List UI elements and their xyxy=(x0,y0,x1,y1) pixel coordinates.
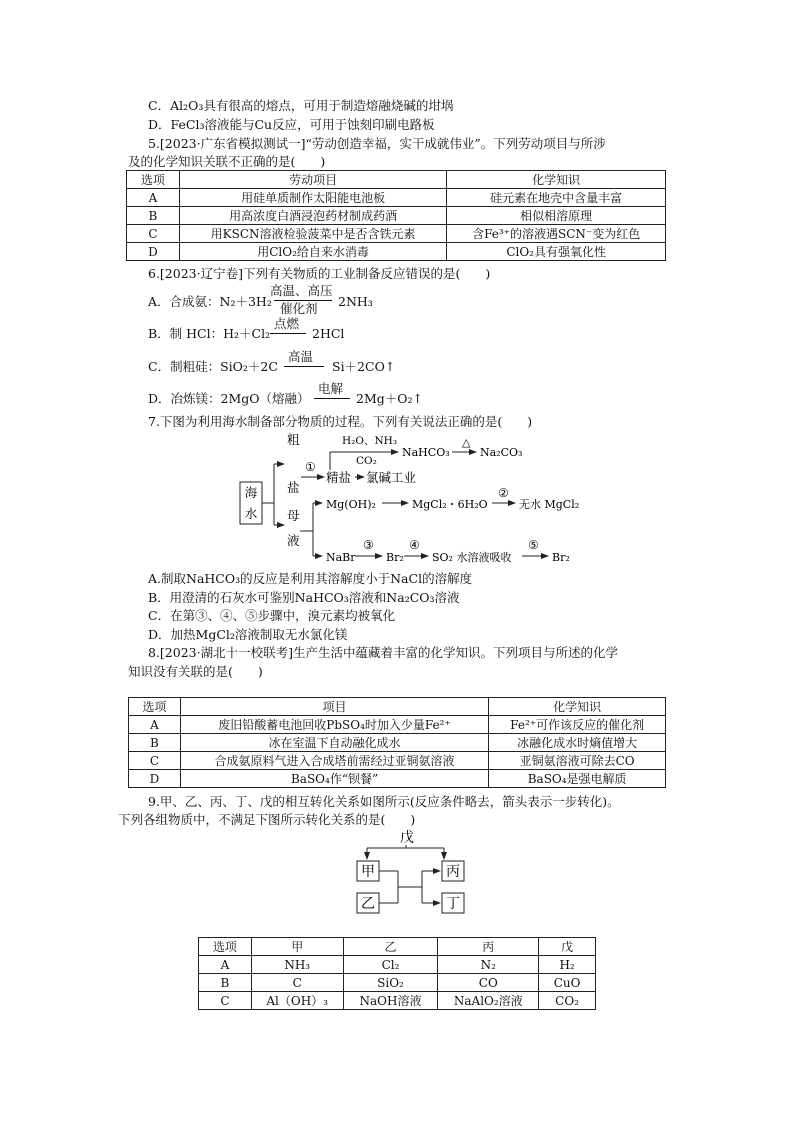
table-question-9 xyxy=(198,937,596,1010)
question-8-stem-cont: 知识没有关联的是( ) xyxy=(128,664,263,679)
table-header-cell: 选项 xyxy=(199,938,252,956)
table-cell: BaSO₄作“钡餐” xyxy=(180,770,488,788)
table-header-cell: 乙 xyxy=(343,938,438,956)
table-cell: C xyxy=(251,974,343,992)
q7-option-a: A.制取NaHCO₃的反应是利用其溶解度小于NaCl的溶解度 xyxy=(148,571,473,586)
question-9-stem-cont: 下列各组物质中，不满足下图所示转化关系的是( ) xyxy=(118,812,416,827)
table-cell: 用高浓度白酒浸泡药材制成药酒 xyxy=(179,207,447,225)
q6-option-a-rhs: 2NH₃ xyxy=(338,294,373,309)
question-6-stem: 6.[2023·辽宁卷]下列有关物质的工业制备反应错误的是( ) xyxy=(148,266,491,281)
jia-label: 甲 xyxy=(361,864,375,880)
q7-option-c: C．在第③、④、⑤步骤中，溴元素均被氧化 xyxy=(148,608,396,623)
question-5-stem-cont: 及的化学知识关联不正确的是( ) xyxy=(128,154,326,169)
table-cell: SiO₂ xyxy=(343,974,438,992)
table-cell: Fe²⁺可作该反应的催化剂 xyxy=(489,716,666,734)
table-cell: 亚铜氨溶液可除去CO xyxy=(489,752,666,770)
step-2-marker: ② xyxy=(498,486,509,500)
q6-option-d-cond-top: 电解 xyxy=(318,381,344,396)
q6-option-c-rhs: Si＋2CO↑ xyxy=(332,359,396,374)
table-cell: NaAlO₂溶液 xyxy=(438,992,539,1010)
br2-a-label: Br₂ xyxy=(386,551,404,564)
crude-salt-char-1: 粗 xyxy=(287,432,300,447)
table-cell: 用硅单质制作太阳能电池板 xyxy=(179,189,447,207)
q6-option-d-lhs: D．冶炼镁：2MgO（熔融） xyxy=(148,391,310,406)
table-header-cell: 化学知识 xyxy=(489,698,666,716)
table-cell: 废旧铅酸蓄电池回收PbSO₄时加入少量Fe²⁺ xyxy=(180,716,488,734)
table-header-cell: 项目 xyxy=(180,698,488,716)
table-header-cell: 劳动项目 xyxy=(179,171,447,189)
seawater-char-2: 水 xyxy=(244,506,258,521)
q7-option-b: B．用澄清的石灰水可鉴别NaHCO₃溶液和Na₂CO₃溶液 xyxy=(148,590,460,605)
q6-option-d-rhs: 2Mg＋O₂↑ xyxy=(356,391,423,406)
crude-salt-char-2: 盐 xyxy=(287,480,300,495)
table-cell: D xyxy=(129,770,181,788)
table-header-cell: 戊 xyxy=(539,938,596,956)
table-cell: 合成氨原料气进入合成塔前需经过亚铜氨溶液 xyxy=(180,752,488,770)
q6-option-a-lhs: A．合成氨：N₂＋3H₂ xyxy=(148,294,272,309)
table-cell: 硅元素在地壳中含量丰富 xyxy=(447,189,666,207)
refined-salt-label: 精盐 xyxy=(326,470,352,485)
table-cell: H₂ xyxy=(539,956,596,974)
so2-absorb-label: SO₂ 水溶液吸收 xyxy=(432,551,512,564)
q7-option-d: D．加热MgCl₂溶液制取无水氯化镁 xyxy=(148,627,348,642)
reagent-top-label: H₂O、NH₃ xyxy=(342,435,398,447)
table-header-cell: 选项 xyxy=(127,171,180,189)
table-header-cell: 丙 xyxy=(438,938,539,956)
anhydrous-mgcl2-label: 无水 MgCl₂ xyxy=(519,498,580,511)
table-cell: BaSO₄是强电解质 xyxy=(489,770,666,788)
table-cell: 冰融化成水时熵值增大 xyxy=(489,734,666,752)
table-cell: 冰在室温下自动融化成水 xyxy=(180,734,488,752)
nabr-label: NaBr xyxy=(326,551,356,564)
ding-label: 丁 xyxy=(446,896,460,912)
table-cell: 相似相溶原理 xyxy=(447,207,666,225)
table-cell: CuO xyxy=(539,974,596,992)
q6-option-b-rhs: 2HCl xyxy=(312,326,345,341)
table-cell: ClO₂具有强氧化性 xyxy=(447,243,666,261)
yi-label: 乙 xyxy=(361,896,375,912)
bing-label: 丙 xyxy=(446,864,460,880)
table-cell: B xyxy=(127,207,180,225)
heat-symbol: △ xyxy=(462,436,471,449)
table-cell: C xyxy=(129,752,181,770)
table-cell: NaOH溶液 xyxy=(343,992,438,1010)
table-cell: B xyxy=(199,974,252,992)
table-cell: D xyxy=(127,243,180,261)
table-header-cell: 甲 xyxy=(251,938,343,956)
question-7-stem: 7.下图为利用海水制备部分物质的过程。下列有关说法正确的是( ) xyxy=(148,414,533,429)
table-header-cell: 选项 xyxy=(129,698,181,716)
table-cell: N₂ xyxy=(438,956,539,974)
wu-label: 戊 xyxy=(400,830,414,846)
table-cell: A xyxy=(199,956,252,974)
mother-liquor-char-2: 液 xyxy=(287,533,300,548)
mgcl2-hydrate-label: MgCl₂・6H₂O xyxy=(412,498,488,511)
mother-liquor-char-1: 母 xyxy=(287,508,300,523)
table-cell: A xyxy=(129,716,181,734)
q6-option-c-cond-top: 高温 xyxy=(288,349,314,364)
mgoh2-label: Mg(OH)₂ xyxy=(326,498,376,511)
option-c-text: C．Al₂O₃具有很高的熔点，可用于制造熔融烧碱的坩埚 xyxy=(148,98,454,113)
table-cell: Al（OH）₃ xyxy=(251,992,343,1010)
table-cell: 用ClO₂给自来水消毒 xyxy=(179,243,447,261)
seawater-char-1: 海 xyxy=(244,485,258,500)
q6-option-b-cond-top: 点燃 xyxy=(274,316,300,331)
table-cell: A xyxy=(127,189,180,207)
step-4-marker: ④ xyxy=(409,538,420,552)
table-cell: B xyxy=(129,734,181,752)
q6-option-b-lhs: B．制 HCl：H₂＋Cl₂ xyxy=(148,326,271,341)
na2co3-label: Na₂CO₃ xyxy=(480,446,523,459)
table-cell: NH₃ xyxy=(251,956,343,974)
table-row xyxy=(199,974,596,992)
question-5-stem: 5.[2023·广东省模拟测试一]“劳动创造幸福，实干成就伟业”。下列劳动项目与所涉 xyxy=(148,136,606,151)
question-9-stem: 9.甲、乙、丙、丁、戊的相互转化关系如图所示(反应条件略去，箭头表示一步转化)。 xyxy=(148,794,620,809)
table-cell: C xyxy=(199,992,252,1010)
step-5-marker: ⑤ xyxy=(528,538,539,552)
q6-option-a-cond-top: 高温、高压 xyxy=(270,283,333,298)
reagent-bottom-label: CO₂ xyxy=(356,455,377,467)
step-1-marker: ① xyxy=(305,460,316,474)
q6-option-a-cond-bottom: 催化剂 xyxy=(280,301,318,316)
table-header-row xyxy=(199,938,596,956)
table-cell: CO₂ xyxy=(539,992,596,1010)
table-header-cell: 化学知识 xyxy=(447,171,666,189)
table-cell: C xyxy=(127,225,180,243)
chlor-alkali-label: 氯碱工业 xyxy=(366,470,417,485)
table-row xyxy=(199,956,596,974)
table-cell: CO xyxy=(438,974,539,992)
q6-option-c-lhs: C．制粗硅：SiO₂＋2C xyxy=(148,359,278,374)
step-3-marker: ③ xyxy=(363,538,374,552)
option-d-text: D．FeCl₃溶液能与Cu反应，可用于蚀刻印刷电路板 xyxy=(148,117,435,132)
question-8-stem: 8.[2023·湖北十一校联考]生产生活中蕴藏着丰富的化学知识。下列项目与所述的化学 xyxy=(148,645,618,660)
br2-b-label: Br₂ xyxy=(552,551,570,564)
nahco3-label: NaHCO₃ xyxy=(402,446,450,459)
table-cell: 用KSCN溶液检验菠菜中是否含铁元素 xyxy=(179,225,447,243)
table-cell: Cl₂ xyxy=(343,956,438,974)
table-row xyxy=(199,992,596,1010)
table-cell: 含Fe³⁺的溶液遇SCN⁻变为红色 xyxy=(447,225,666,243)
